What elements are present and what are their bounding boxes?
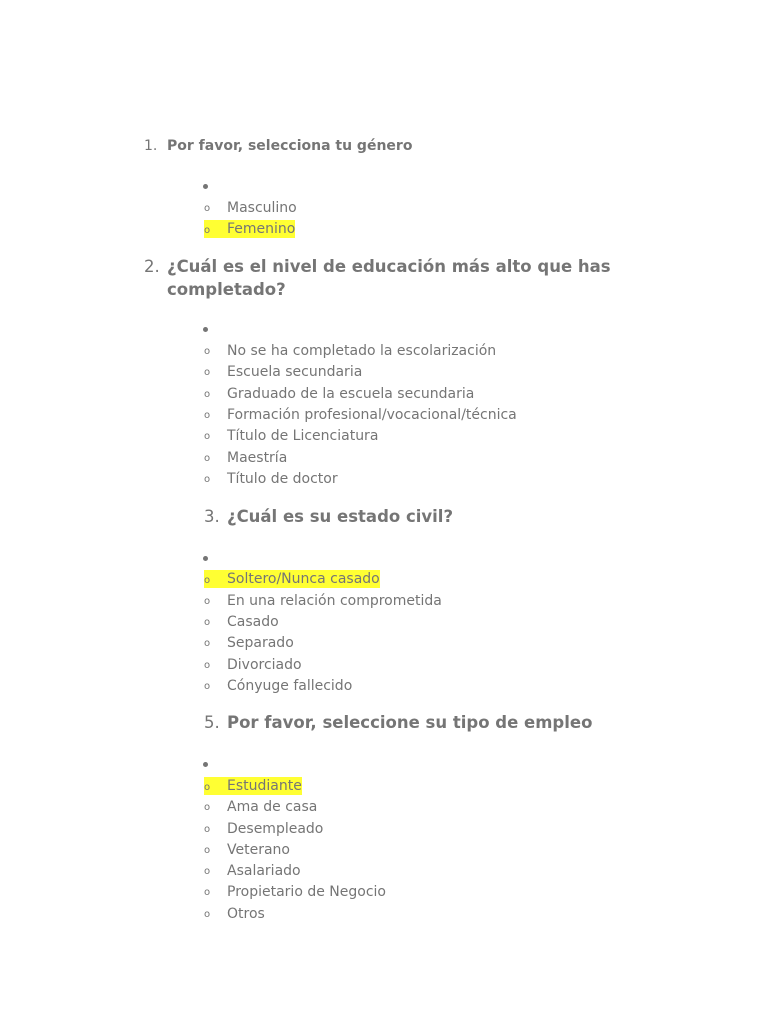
option-label: Soltero/Nunca casado	[227, 571, 380, 587]
option-marker: o	[204, 220, 227, 238]
question-1-number: 1.	[144, 138, 158, 154]
option-marker: o	[204, 802, 211, 813]
q3-option-5[interactable]	[204, 656, 302, 674]
question-5-text: Por favor, seleccione su tipo de empleo	[227, 713, 593, 732]
option-marker: o	[204, 660, 211, 671]
q5-option-4[interactable]	[204, 841, 290, 859]
option-marker: o	[204, 845, 211, 856]
question-1-bullet	[203, 184, 208, 189]
option-label: Título de doctor	[227, 471, 338, 487]
option-marker: o	[204, 887, 211, 898]
q5-option-2[interactable]	[204, 798, 317, 816]
option-marker: o	[204, 777, 227, 795]
q2-option-4[interactable]	[204, 406, 517, 424]
q2-option-1[interactable]	[204, 342, 496, 360]
option-marker: o	[204, 570, 227, 588]
option-marker: o	[204, 203, 211, 214]
option-label: En una relación comprometida	[227, 593, 442, 609]
option-label: Asalariado	[227, 863, 301, 879]
option-marker: o	[204, 346, 211, 357]
option-marker: o	[204, 389, 211, 400]
option-label: Desempleado	[227, 821, 324, 837]
q5-option-3[interactable]	[204, 820, 323, 838]
q5-option-5[interactable]	[204, 862, 301, 880]
q2-option-7[interactable]	[204, 470, 338, 488]
question-3-bullet	[203, 556, 208, 561]
question-5-bullet	[203, 762, 208, 767]
option-label: Escuela secundaria	[227, 364, 363, 380]
option-label: Propietario de Negocio	[227, 884, 386, 900]
option-marker: o	[204, 824, 211, 835]
option-label: Casado	[227, 614, 279, 630]
question-2-text-line2: completado?	[167, 280, 286, 299]
question-1-text: Por favor, selecciona tu género	[167, 138, 413, 154]
option-label: Título de Licenciatura	[227, 428, 379, 444]
q5-option-7[interactable]	[204, 905, 265, 923]
q3-option-3[interactable]	[204, 613, 279, 631]
option-marker: o	[204, 410, 211, 421]
q3-option-6[interactable]	[204, 677, 352, 695]
option-marker: o	[204, 453, 211, 464]
option-marker: o	[204, 474, 211, 485]
question-3-text: ¿Cuál es su estado civil?	[227, 507, 454, 526]
question-3-number: 3.	[204, 507, 220, 526]
option-label: Cónyuge fallecido	[227, 678, 353, 694]
q2-option-5[interactable]	[204, 427, 378, 445]
option-label: Otros	[227, 906, 265, 922]
option-marker: o	[204, 431, 211, 442]
option-marker: o	[204, 681, 211, 692]
question-5-number: 5.	[204, 713, 220, 732]
option-label: Divorciado	[227, 657, 302, 673]
option-marker: o	[204, 367, 211, 378]
option-marker: o	[204, 638, 211, 649]
q5-option-1[interactable]	[204, 777, 302, 795]
q2-option-2[interactable]	[204, 363, 362, 381]
q1-option-femenino[interactable]	[204, 220, 295, 238]
q1-option-masculino[interactable]	[204, 199, 297, 217]
q5-option-6[interactable]	[204, 883, 386, 901]
q3-option-2[interactable]	[204, 592, 442, 610]
question-2-number: 2.	[144, 257, 160, 276]
option-marker: o	[204, 617, 211, 628]
question-2-bullet	[203, 327, 208, 332]
option-marker: o	[204, 909, 211, 920]
option-label: Ama de casa	[227, 799, 318, 815]
question-2-text-line1: ¿Cuál es el nivel de educación más alto que has	[167, 257, 611, 276]
option-label: Estudiante	[227, 778, 302, 794]
option-label: Femenino	[227, 221, 296, 237]
option-marker: o	[204, 596, 211, 607]
q3-option-4[interactable]	[204, 634, 294, 652]
q2-option-3[interactable]	[204, 385, 474, 403]
option-label: Veterano	[227, 842, 290, 858]
option-label: Formación profesional/vocacional/técnica	[227, 407, 517, 423]
q2-option-6[interactable]	[204, 449, 287, 467]
option-marker: o	[204, 866, 211, 877]
option-label: Maestría	[227, 450, 288, 466]
q3-option-1[interactable]	[204, 570, 380, 588]
option-label: No se ha completado la escolarización	[227, 343, 497, 359]
option-label: Separado	[227, 635, 294, 651]
option-label: Masculino	[227, 200, 297, 216]
option-label: Graduado de la escuela secundaria	[227, 386, 475, 402]
